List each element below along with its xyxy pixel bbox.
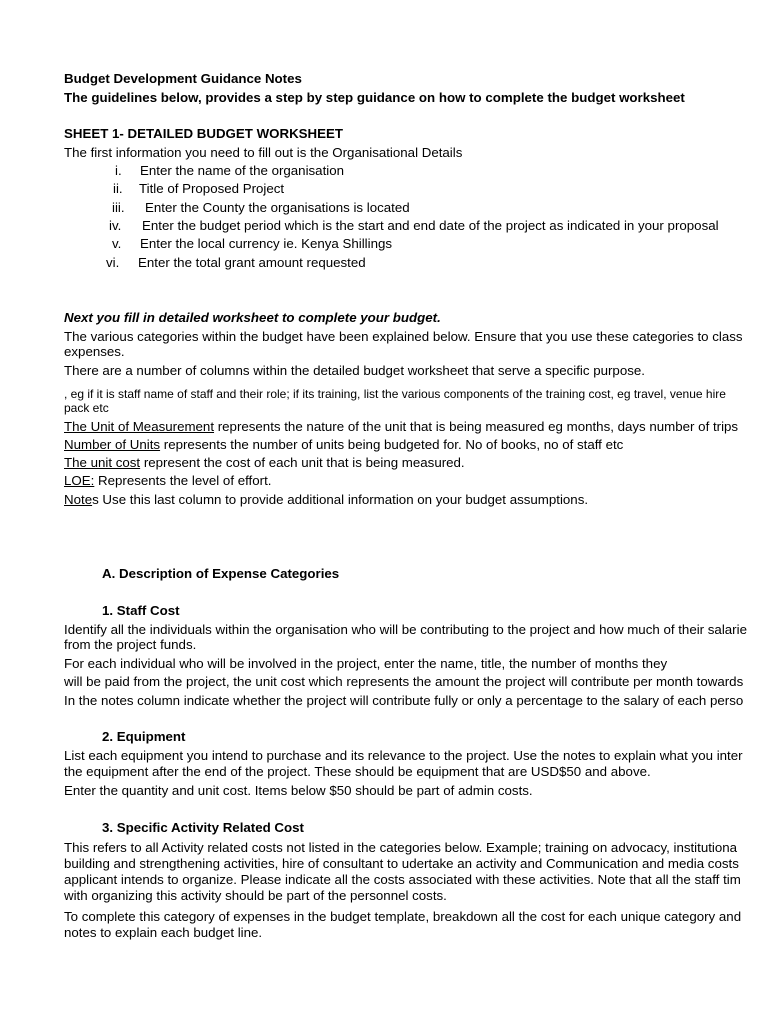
list-number: ii. xyxy=(113,181,123,196)
staff-cost-text: Identify all the individuals within the organisation who will be contributing to the project and how much of their salarie xyxy=(64,622,747,637)
worksheet-paragraph: , eg if it is staff name of staff and their role; if its training, list the various components of the training cost, eg travel, venue hire xyxy=(64,387,726,401)
sheet1-intro: The first information you need to fill out is the Organisational Details xyxy=(64,145,463,160)
list-item xyxy=(106,255,366,271)
list-item xyxy=(112,200,410,216)
notes-line xyxy=(64,492,588,508)
activity-cost-text: with organizing this activity should be part of the personnel costs. xyxy=(64,888,447,903)
activity-cost-text: building and strengthening activities, hire of consultant to udertake an activity and Communication and media costs xyxy=(64,856,739,871)
definition: represents the number of units being budgeted for. No of books, no of staff etc xyxy=(160,437,624,452)
term: Note xyxy=(64,492,93,507)
list-number: v. xyxy=(112,236,122,251)
list-text: Enter the total grant amount requested xyxy=(138,255,366,270)
number-of-units-line xyxy=(64,437,623,453)
activity-cost-text: applicant intends to organize. Please indicate all the costs associated with these activities. Note that all the staff tim xyxy=(64,872,741,887)
list-text: Enter the name of the organisation xyxy=(140,163,345,178)
list-text: Enter the local currency ie. Kenya Shillings xyxy=(140,236,393,251)
definition: represents the nature of the unit that is being measured eg months, days number of trips xyxy=(214,419,739,434)
document-title: Budget Development Guidance Notes xyxy=(64,71,302,86)
section-a-heading: A. Description of Expense Categories xyxy=(102,566,340,581)
staff-cost-text: For each individual who will be involved in the project, enter the name, title, the number of months they xyxy=(64,656,668,671)
worksheet-paragraph: expenses. xyxy=(64,344,125,359)
equipment-text: Enter the quantity and unit cost. Items below $50 should be part of admin costs. xyxy=(64,783,533,798)
worksheet-heading: Next you fill in detailed worksheet to complete your budget. xyxy=(64,310,441,325)
term: The Unit of Measurement xyxy=(64,419,215,434)
activity-cost-text: To complete this category of expenses in the budget template, breakdown all the cost for each unique category and xyxy=(64,909,742,924)
staff-cost-text: from the project funds. xyxy=(64,637,197,652)
equipment-heading: 2. Equipment xyxy=(102,729,186,744)
list-text: Enter the County the organisations is located xyxy=(145,200,410,215)
list-number: vi. xyxy=(106,255,120,270)
staff-cost-text: In the notes column indicate whether the project will contribute fully or only a percentage to the salary of each perso xyxy=(64,693,744,708)
definition: s Use this last column to provide additional information on your budget assumptions. xyxy=(92,492,589,507)
worksheet-paragraph: pack etc xyxy=(64,401,109,415)
document-subtitle: The guidelines below, provides a step by step guidance on how to complete the budget worksheet xyxy=(64,90,685,105)
sheet1-heading: SHEET 1- DETAILED BUDGET WORKSHEET xyxy=(64,126,344,141)
term: Number of Units xyxy=(64,437,161,452)
list-number: iv. xyxy=(109,218,122,233)
list-item xyxy=(112,236,392,252)
activity-cost-heading: 3. Specific Activity Related Cost xyxy=(102,820,304,835)
list-text: Title of Proposed Project xyxy=(139,181,285,196)
worksheet-paragraph: There are a number of columns within the detailed budget worksheet that serve a specific purpose. xyxy=(64,363,645,378)
staff-cost-text: will be paid from the project, the unit cost which represents the amount the project will contribute per month towards xyxy=(64,674,744,689)
term: The unit cost xyxy=(64,455,141,470)
worksheet-paragraph: The various categories within the budget have been explained below. Ensure that you use these categories to class xyxy=(64,329,743,344)
unit-of-measurement-line xyxy=(64,419,738,435)
list-item xyxy=(109,218,719,234)
list-item xyxy=(115,163,344,179)
loe-line xyxy=(64,473,271,489)
equipment-text: List each equipment you intend to purchase and its relevance to the project. Use the notes to explain what you inter xyxy=(64,748,743,763)
activity-cost-text: notes to explain each budget line. xyxy=(64,925,263,940)
unit-cost-line xyxy=(64,455,465,471)
term: LOE: xyxy=(64,473,95,488)
list-number: iii. xyxy=(112,200,125,215)
list-number: i. xyxy=(115,163,122,178)
list-item xyxy=(113,181,284,197)
definition: represent the cost of each unit that is being measured. xyxy=(140,455,465,470)
list-text: Enter the budget period which is the start and end date of the project as indicated in your proposal xyxy=(142,218,719,233)
equipment-text: the equipment after the end of the project. These should be equipment that are USD$50 and above. xyxy=(64,764,651,779)
staff-cost-heading: 1. Staff Cost xyxy=(102,603,180,618)
activity-cost-text: This refers to all Activity related costs not listed in the categories below. Example; training on advocacy, institutiona xyxy=(64,840,738,855)
definition: Represents the level of effort. xyxy=(94,473,272,488)
